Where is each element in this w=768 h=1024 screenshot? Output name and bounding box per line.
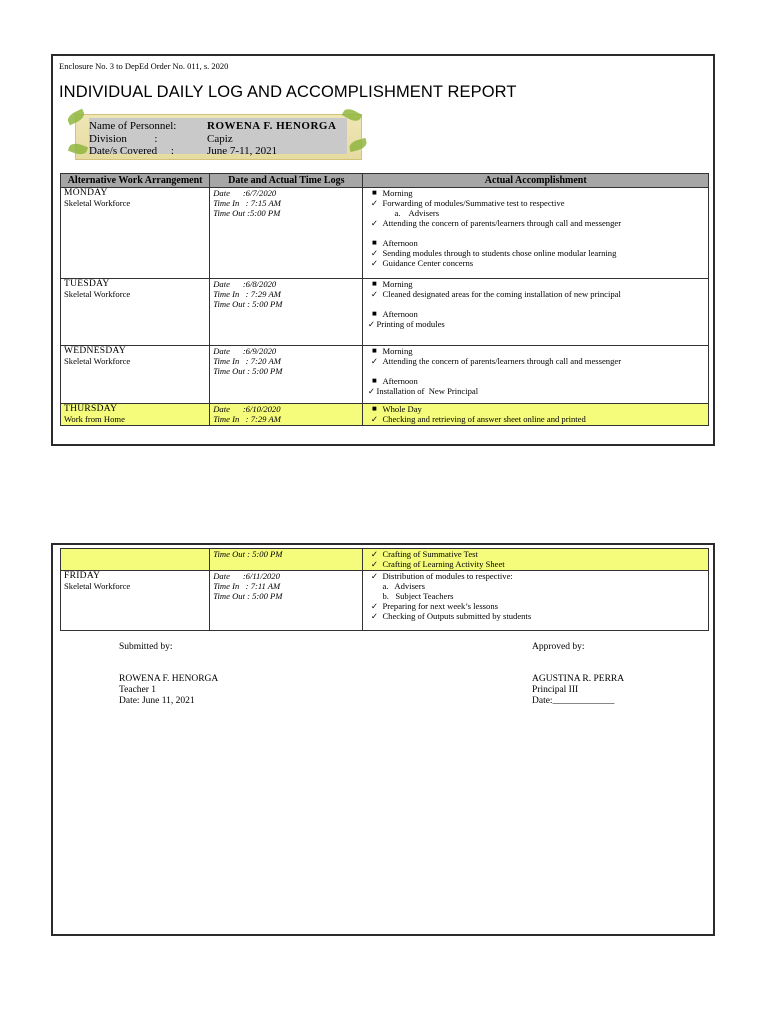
accomplishment-item: Printing of modules <box>376 319 445 329</box>
accomplishment-item: Installation of New Principal <box>376 386 479 396</box>
day-label: MONDAY <box>64 188 108 198</box>
day-label: FRIDAY <box>64 571 101 581</box>
personnel-info <box>89 120 336 158</box>
check-mark-icon: ✓ <box>367 319 376 329</box>
work-arrangement: Skeletal Workforce <box>64 198 131 208</box>
check-mark-icon: ✓ <box>370 289 379 299</box>
log-date: Date :6/10/2020 <box>213 404 281 414</box>
square-bullet-icon: ■ <box>372 309 377 318</box>
check-mark-icon: ✓ <box>370 559 379 569</box>
check-mark-icon: ✓ <box>370 414 379 424</box>
table-row-monday <box>61 188 709 279</box>
check-mark-icon: ✓ <box>370 611 379 621</box>
check-mark-icon: ✓ <box>370 571 379 581</box>
time-in: Time In : 7:29 AM <box>213 414 281 424</box>
table-row-friday <box>61 571 709 631</box>
approved-by-label: Approved by: <box>532 642 585 652</box>
submitted-by-label: Submitted by: <box>119 642 173 652</box>
personnel-name: ROWENA F. HENORGA <box>207 120 337 132</box>
period-label: Afternoon <box>382 238 418 248</box>
check-mark-icon: ✓ <box>370 601 379 611</box>
accomplishment-item: Checking and retrieving of answer sheet online and printed <box>382 414 586 424</box>
day-label: TUESDAY <box>64 279 110 289</box>
period-label: Morning <box>382 346 413 356</box>
dates-covered-value: June 7-11, 2021 <box>207 145 278 157</box>
header-work-arrangement: Alternative Work Arrangement <box>61 174 210 188</box>
day-label: WEDNESDAY <box>64 346 126 356</box>
accomplishment-item: Preparing for next week’s lessons <box>382 601 498 611</box>
time-out: Time Out : 5:00 PM <box>213 591 283 601</box>
dates-covered-label: Date/s Covered : <box>89 145 174 157</box>
time-in: Time In : 7:20 AM <box>213 356 281 366</box>
work-arrangement: Skeletal Workforce <box>64 356 131 366</box>
period-label: Morning <box>382 188 413 198</box>
work-arrangement: Skeletal Workforce <box>64 581 131 591</box>
accomplishment-subitem: b. Subject Teachers <box>382 591 454 601</box>
division-label: Division : <box>89 132 158 145</box>
accomplishment-item: Crafting of Learning Activity Sheet <box>382 559 505 569</box>
submitted-by-signatory <box>119 674 218 707</box>
header-accomplishment: Actual Accomplishment <box>363 174 709 188</box>
square-bullet-icon: ■ <box>372 404 377 413</box>
accomplishment-item: Forwarding of modules/Summative test to respective <box>382 198 565 208</box>
log-date: Date :6/11/2020 <box>213 571 280 581</box>
approved-by-date: Date:_____________ <box>532 696 615 706</box>
time-out: Time Out :5:00 PM <box>213 208 281 218</box>
time-out: Time Out : 5:00 PM <box>213 549 283 559</box>
time-out: Time Out : 5:00 PM <box>213 299 283 309</box>
daily-log-table <box>60 173 709 426</box>
accomplishment-item: Attending the concern of parents/learners through call and messenger <box>382 356 622 366</box>
square-bullet-icon: ■ <box>372 279 377 288</box>
accomplishment-item: Distribution of modules to respective: <box>382 571 513 581</box>
time-in: Time In : 7:15 AM <box>213 198 281 208</box>
table-row-wednesday <box>61 346 709 404</box>
work-arrangement: Work from Home <box>64 414 125 424</box>
name-label: Name of Personnel: <box>89 120 177 132</box>
approved-by-name: AGUSTINA R. PERRA <box>532 674 625 684</box>
check-mark-icon: ✓ <box>367 386 376 396</box>
square-bullet-icon: ■ <box>372 376 377 385</box>
accomplishment-item: Sending modules through to students chose online modular learning <box>382 248 617 258</box>
check-mark-icon: ✓ <box>370 198 379 208</box>
accomplishment-item: Cleaned designated areas for the coming installation of new principal <box>382 289 621 299</box>
log-date: Date :6/8/2020 <box>213 279 277 289</box>
time-in: Time In : 7:29 AM <box>213 289 281 299</box>
check-mark-icon: ✓ <box>370 549 379 559</box>
approved-by-block <box>532 642 585 653</box>
daily-log-table-continued <box>60 548 709 631</box>
approved-by-signatory <box>532 674 624 707</box>
accomplishment-subitem: a. Advisers <box>382 581 425 591</box>
approved-by-position: Principal III <box>532 685 579 695</box>
time-in: Time In : 7:11 AM <box>213 581 281 591</box>
header-time-logs: Date and Actual Time Logs <box>210 174 363 188</box>
enclosure-reference: Enclosure No. 3 to DepEd Order No. 011, s. 2020 <box>59 61 229 71</box>
accomplishment-item: Checking of Outputs submitted by students <box>382 611 532 621</box>
check-mark-icon: ✓ <box>370 258 379 268</box>
submitted-by-date: Date: June 11, 2021 <box>119 696 195 706</box>
accomplishment-item: Guidance Center concerns <box>382 258 474 268</box>
table-row-tuesday <box>61 279 709 346</box>
submitted-by-name: ROWENA F. HENORGA <box>119 674 219 684</box>
accomplishment-item: Attending the concern of parents/learners through call and messenger <box>382 218 622 228</box>
table-row-thursday <box>61 404 709 426</box>
report-page-2 <box>51 543 715 936</box>
period-label: Afternoon <box>382 376 418 386</box>
square-bullet-icon: ■ <box>372 188 377 197</box>
accomplishment-item: Crafting of Summative Test <box>382 549 478 559</box>
check-mark-icon: ✓ <box>370 218 379 228</box>
check-mark-icon: ✓ <box>370 248 379 258</box>
day-label: THURSDAY <box>64 404 118 414</box>
accomplishment-subitem: a. Advisers <box>394 208 440 218</box>
log-date: Date :6/7/2020 <box>213 188 277 198</box>
table-row-thursday-continued <box>61 549 709 571</box>
submitted-by-position: Teacher 1 <box>119 685 157 695</box>
submitted-by-block <box>119 642 173 653</box>
time-out: Time Out : 5:00 PM <box>213 366 283 376</box>
table-header-row <box>61 174 709 188</box>
square-bullet-icon: ■ <box>372 346 377 355</box>
work-arrangement: Skeletal Workforce <box>64 289 131 299</box>
period-label: Afternoon <box>382 309 418 319</box>
report-page-1 <box>51 54 715 446</box>
check-mark-icon: ✓ <box>370 356 379 366</box>
period-label: Morning <box>382 279 413 289</box>
period-label: Whole Day <box>382 404 422 414</box>
log-date: Date :6/9/2020 <box>213 346 277 356</box>
division-value: Capiz <box>207 132 233 145</box>
report-title: INDIVIDUAL DAILY LOG AND ACCOMPLISHMENT REPORT <box>59 83 517 101</box>
square-bullet-icon: ■ <box>372 238 377 247</box>
